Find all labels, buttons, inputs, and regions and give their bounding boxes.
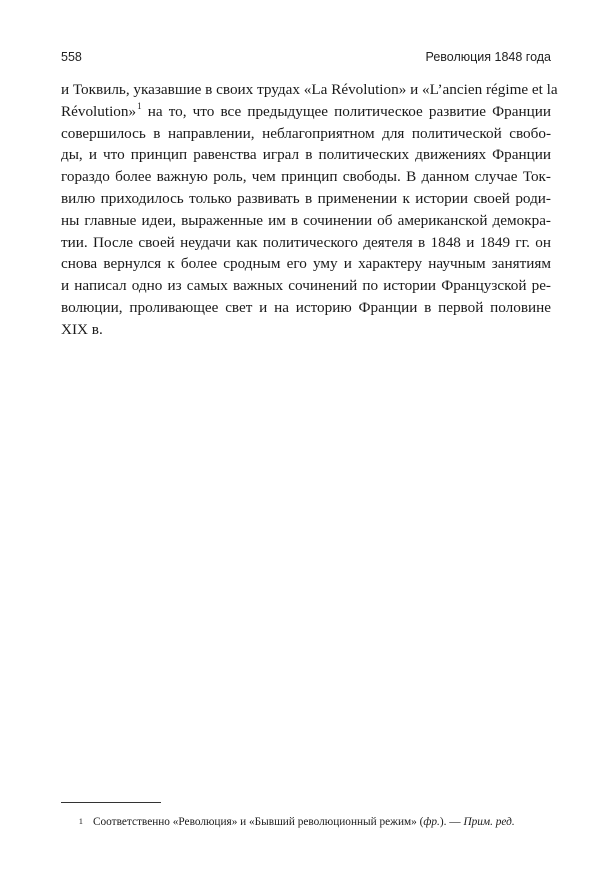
text-fragment: на то, что все предыдущее политическое развитие Франции [147,102,551,120]
footnote-divider [61,802,161,803]
footnote-language-abbr: фр. [423,816,440,828]
text-line: XIX в. [61,320,103,338]
text-line: и Токвиль, указавшие в своих трудах «La Révolution» и «L’ancien régime et la [61,81,558,98]
footnote-text: Соответственно «Революция» и «Бывший революционный режим» ( [93,816,424,828]
text-line: снова вернулся к более сродным его уму и характеру научным занятиям [61,255,551,273]
text-line: волюции, проливающее свет и на историю Франции в первой половине [61,298,551,316]
text-line: ны главные идеи, выраженные им в сочинении об американской демокра- [61,211,551,229]
text-line: тии. После своей неудачи как политического деятеля в 1848 и 1849 гг. он [61,233,551,251]
running-head [61,50,551,70]
text-fragment: Révolution» [61,102,137,120]
page-number: 558 [61,50,82,64]
text-line: совершилось в направлении, неблагоприятном для политической свобо- [61,124,551,142]
text-line: вилю приходилось только развивать в применении к истории своей роди- [61,189,551,207]
footnote [61,815,551,829]
footnote-marker: 1 [78,816,83,826]
body-text [61,79,558,341]
text-line [61,101,551,123]
footnote-reference[interactable]: 1 [137,100,142,111]
text-line: гораздо более важную роль, чем принцип свободы. В данном случае Ток- [61,168,551,186]
footnote-separator: ). — [439,816,464,828]
text-line: и написал одно из самых важных сочинений по истории Французской ре- [61,277,551,295]
text-line: ды, и что принцип равенства играл в политических движениях Франции [61,146,551,164]
running-title: Революция 1848 года [425,50,551,64]
footnote-editor-note: Прим. ред. [463,816,515,828]
